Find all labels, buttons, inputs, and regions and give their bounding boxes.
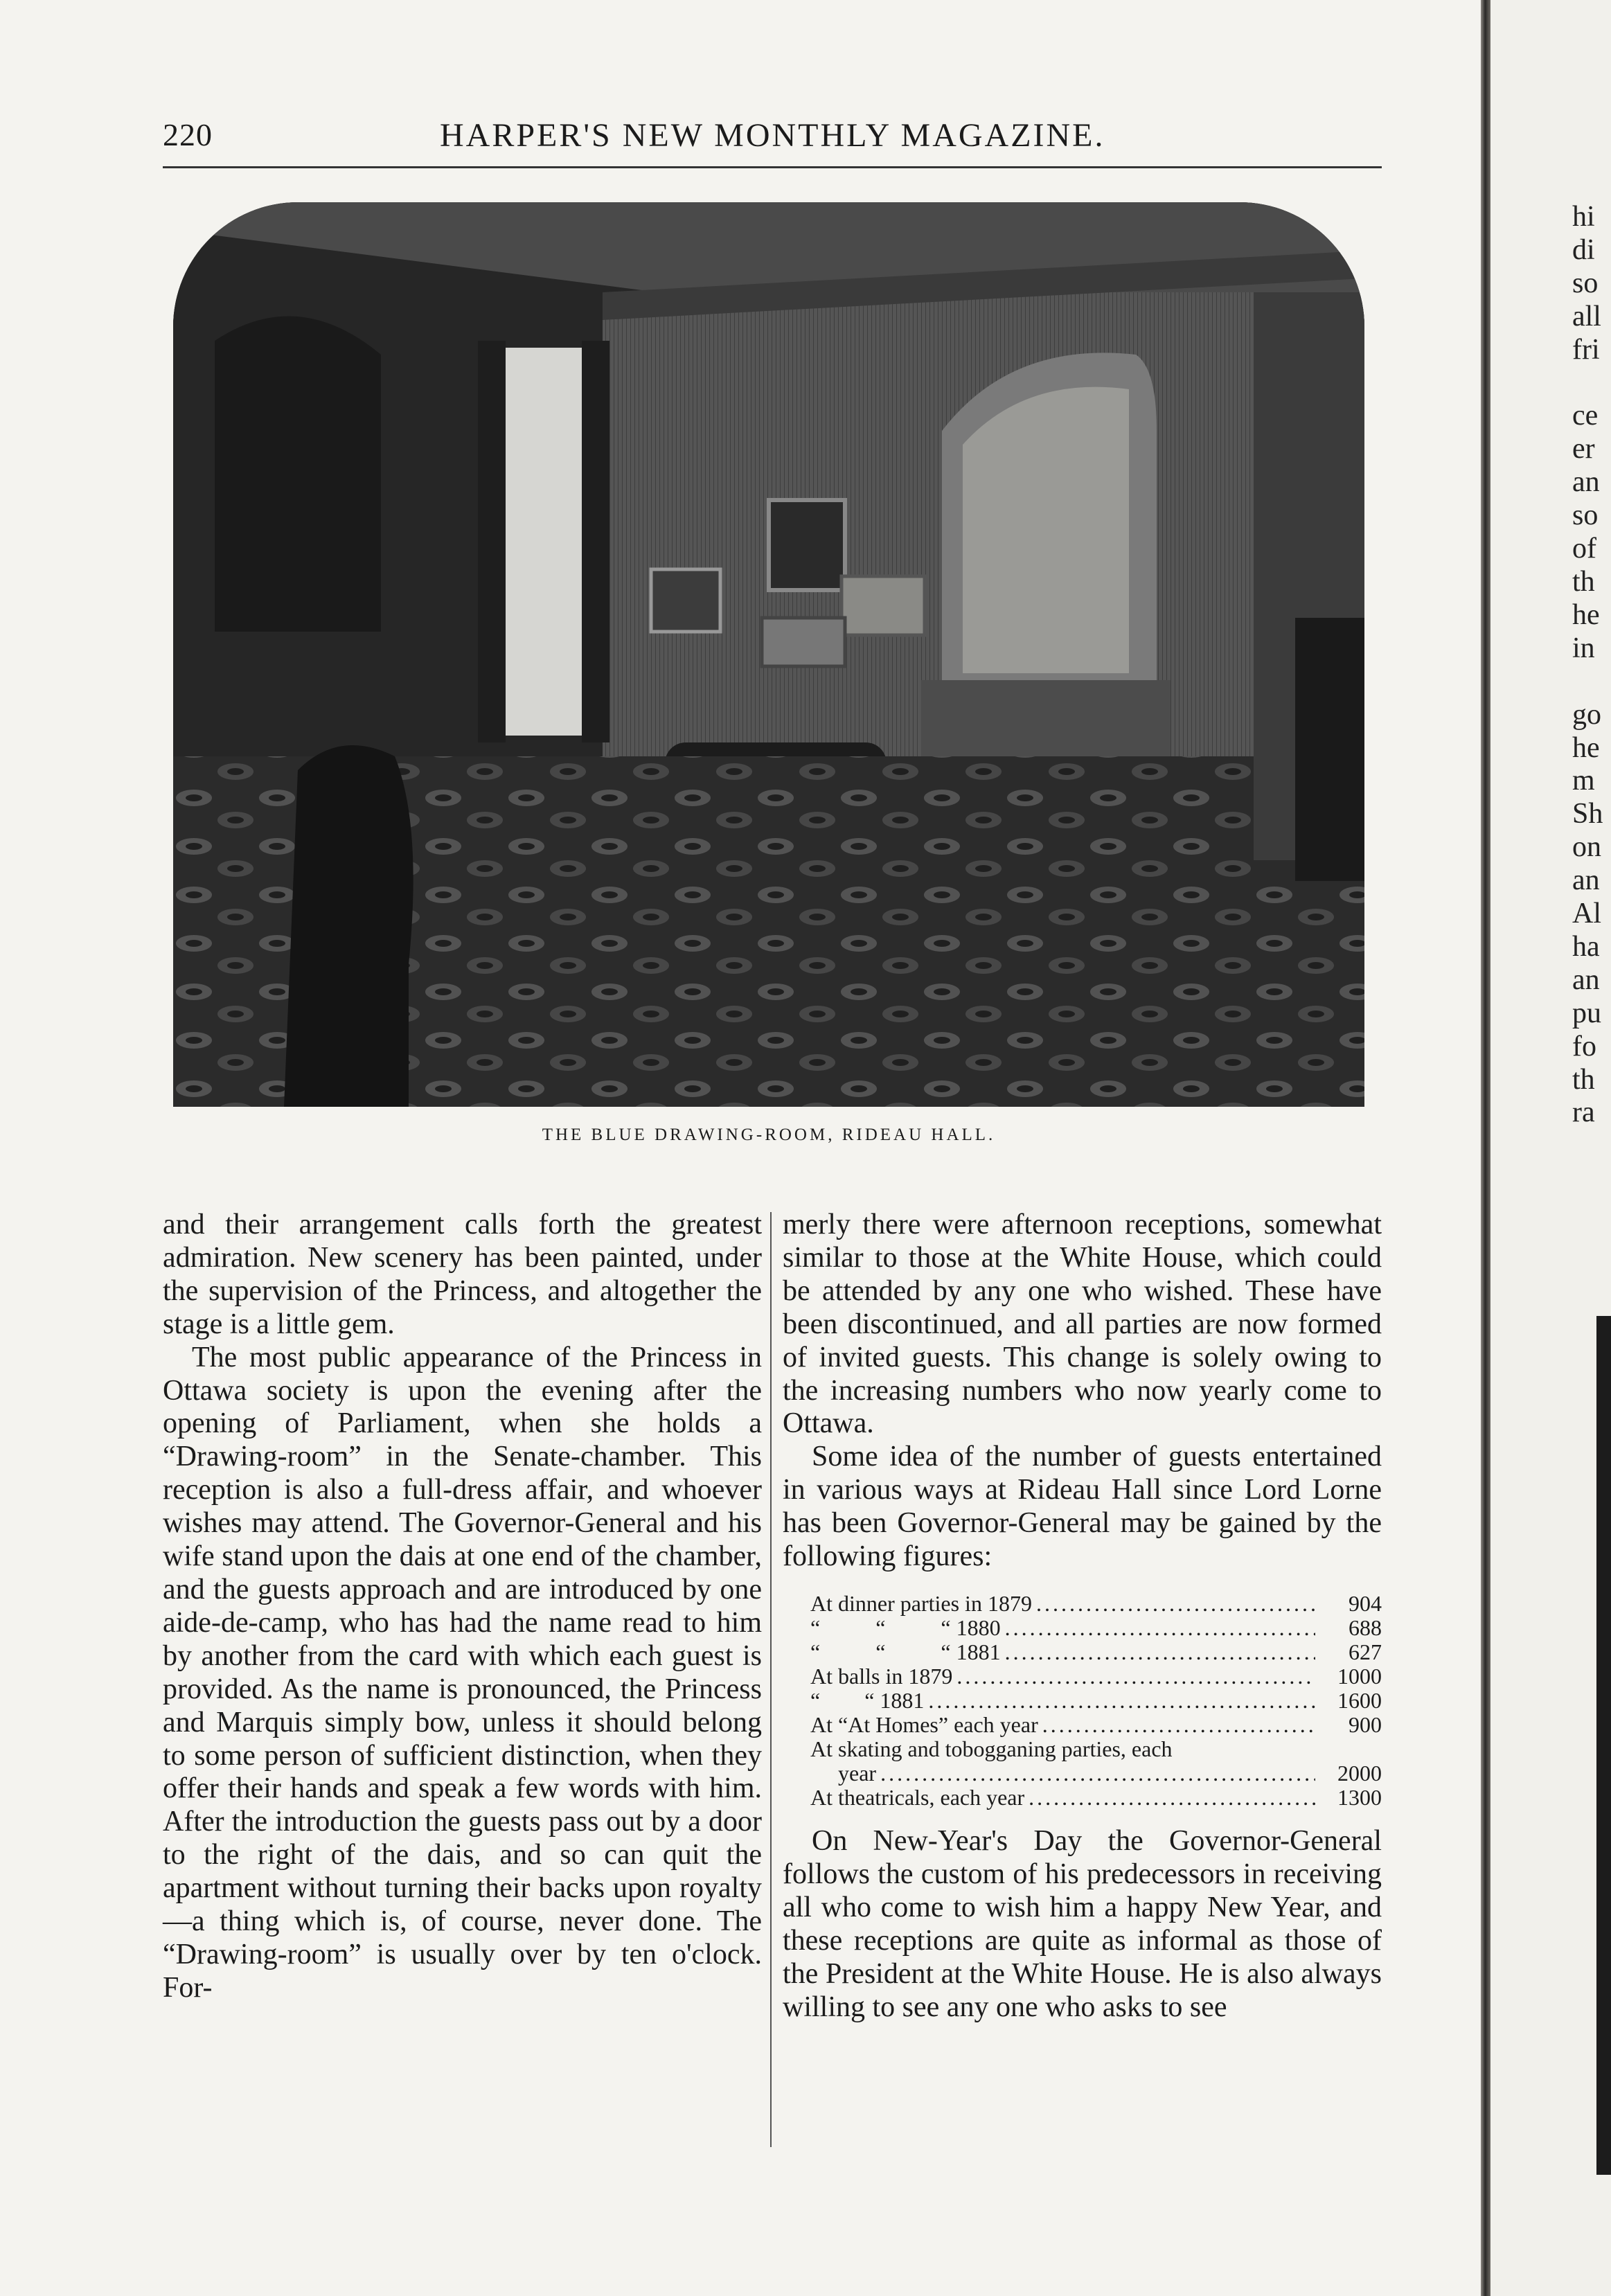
facing-page-illustration-edge [1596, 1316, 1611, 2175]
stat-value: 1000 [1337, 1663, 1382, 1689]
running-title: HARPER'S NEW MONTHLY MAGAZINE. [440, 117, 1105, 154]
drawing-room-engraving [173, 202, 1364, 1107]
stat-row [810, 1689, 1382, 1713]
book-gutter [1481, 0, 1490, 2296]
right-paragraph-1: merly there were afternoon receptions, somewhat similar to those at the White House, which could be attended by any one who wished. These have been discontinued, and all parties are now formed of invited guests. This change is solely owing to the increasing numbers who now yearly come to Ottawa. [783, 1209, 1382, 1440]
facing-page-fragments: hi di so all fri ce er an so of th he in go he m Sh on an Al ha an pu fo th ra [1572, 201, 1603, 1129]
left-paragraph-1: and their arrangement calls forth the greatest admiration. New scenery has been painted, under the supervision of the Princess, and altogether the stage is a little gem. [163, 1209, 762, 1340]
stat-row [810, 1786, 1382, 1810]
stat-label: At balls in 1879 [810, 1663, 953, 1689]
right-paragraph-3: On New-Year's Day the Governor-General follows the custom of his predecessors in receiving all who come to wish him a happy New Year, and these receptions are quite as informal as those of the President at the White House. He is also always willing to see any one who asks to see [783, 1824, 1382, 2023]
stat-value: 1300 [1337, 1784, 1382, 1810]
stat-value: 627 [1349, 1639, 1382, 1664]
stat-label: “ “ 1881 [810, 1687, 925, 1713]
stat-row [810, 1640, 1382, 1664]
stat-label: “ “ “ 1881 [810, 1639, 1001, 1664]
stat-row [810, 1616, 1382, 1640]
stat-value: 900 [1349, 1711, 1382, 1737]
stat-value: 688 [1349, 1614, 1382, 1640]
figure-caption: THE BLUE DRAWING-ROOM, RIDEAU HALL. [542, 1125, 996, 1144]
left-column [163, 1209, 762, 2005]
stat-row [810, 1737, 1382, 1761]
stat-label: At “At Homes” each year [810, 1711, 1038, 1737]
stat-label: At skating and tobogganing parties, each [810, 1736, 1173, 1761]
stat-label: year [838, 1760, 877, 1786]
engraving-art [173, 202, 1364, 1107]
stat-row [810, 1713, 1382, 1737]
stat-row [810, 1664, 1382, 1689]
stat-label: At dinner parties in 1879 [810, 1590, 1032, 1616]
right-column [783, 1209, 1382, 2024]
right-paragraph-2: Some idea of the number of guests entertained in various ways at Rideau Hall since Lord Lorne has been Governor-General may be gained by the following figures: [783, 1441, 1382, 1573]
guest-figures-table [810, 1592, 1382, 1810]
page-number: 220 [163, 117, 213, 152]
stat-value: 1600 [1337, 1687, 1382, 1713]
stat-row [810, 1592, 1382, 1616]
stat-row [810, 1761, 1382, 1786]
left-paragraph-2: The most public appearance of the Princess in Ottawa society is upon the evening after the opening of Parliament, when she holds a “Drawing-room” in the Senate-chamber. This reception is also a full-dress affair, and whoever wishes may attend. The Governor-General and his wife stand upon the dais at one end of the chamber, and the guests approach and are introduced by one aide-de-camp, who has had the name read to him by another from the card with which each guest is provided. As the name is pronounced, the Princess and Marquis simply bow, unless it should belong to some person of sufficient distinction, when they offer their hands and speak a few words with him. After the introduction the guests pass out by a door to the right of the dais, and so can quit the apartment without turning their backs upon royalty—a thing which is, of course, never done. The “Drawing-room” is usually over by ten o'clock. For- [163, 1341, 762, 2004]
header-rule [163, 166, 1382, 168]
stat-label: At theatricals, each year [810, 1784, 1025, 1810]
column-divider [770, 1212, 772, 2147]
stat-label: “ “ “ 1880 [810, 1614, 1001, 1640]
stat-value: 904 [1349, 1590, 1382, 1616]
page-header [163, 116, 1382, 165]
stat-value: 2000 [1337, 1760, 1382, 1786]
